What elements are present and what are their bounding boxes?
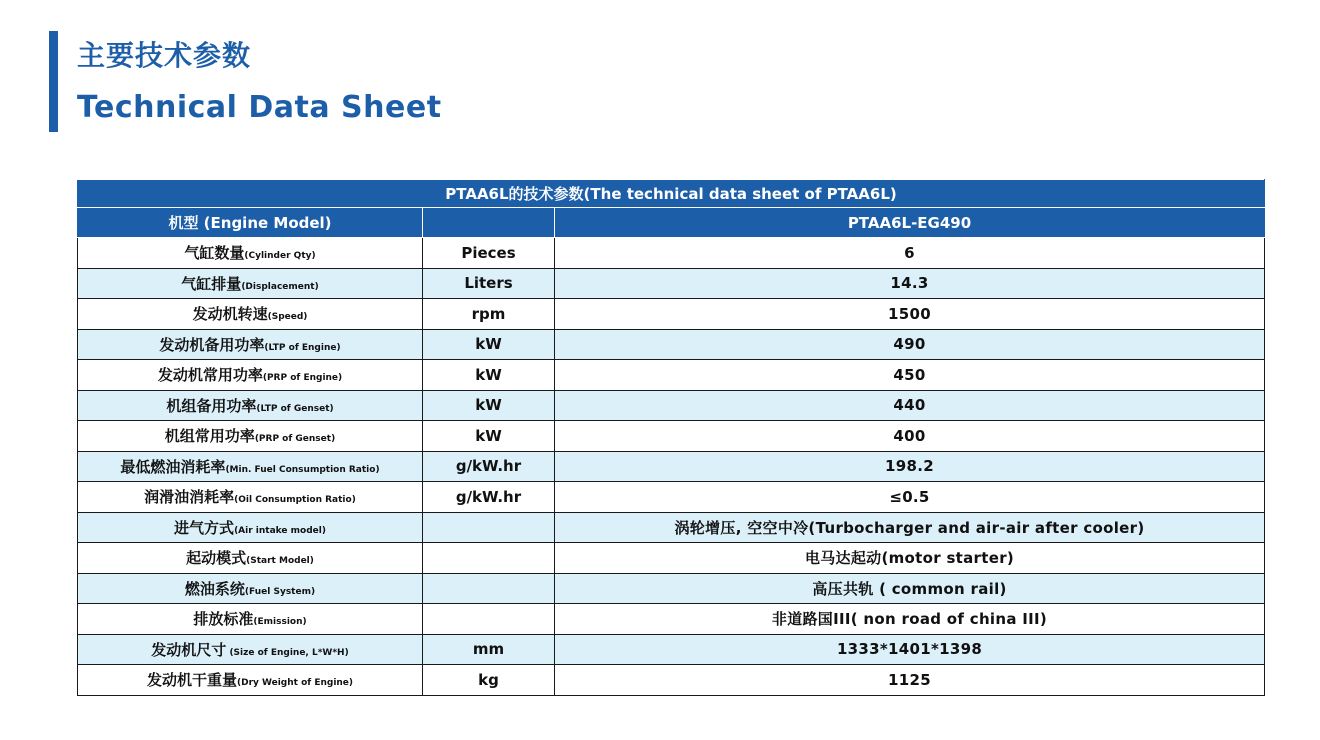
row-label [78,238,423,269]
row-label-english: (PRP of Genset) [254,434,336,445]
row-label [78,268,423,299]
title-accent-bar [49,31,58,132]
table-row [78,634,1265,665]
row-unit: kg [423,665,555,696]
row-unit: kW [423,421,555,452]
row-label [78,634,423,665]
table-caption-row [78,180,1265,208]
row-label-english: (Oil Consumption Ratio) [234,495,356,506]
row-label-english: (Dry Weight of Engine) [236,678,354,689]
row-value: 1125 [555,665,1265,696]
row-value: 440 [555,390,1265,421]
row-value: 涡轮增压, 空空中冷(Turbocharger and air-air after cooler) [555,512,1265,543]
row-label-chinese: 润滑油消耗率 [144,488,235,507]
row-value: 非道路国III( non road of china III) [555,604,1265,635]
row-label-chinese: 气缸数量 [184,244,245,263]
row-label-english: (Cylinder Qty) [244,251,316,262]
row-label-chinese: 气缸排量 [181,274,242,293]
row-label-chinese: 排放标准 [193,610,254,629]
row-label [78,604,423,635]
row-label [78,360,423,391]
table-row [78,299,1265,330]
row-label-chinese: 燃油系统 [184,579,245,598]
row-unit: rpm [423,299,555,330]
row-label [78,451,423,482]
table-row [78,268,1265,299]
table-row [78,665,1265,696]
row-unit: Liters [423,268,555,299]
row-value: ≤0.5 [555,482,1265,513]
table-row [78,390,1265,421]
row-label-chinese: 发动机备用功率 [159,335,265,354]
table-row [78,238,1265,269]
engine-model-row [78,208,1265,238]
row-value: 1333*1401*1398 [555,634,1265,665]
row-label-english: (Air intake model) [234,525,326,536]
row-unit: g/kW.hr [423,482,555,513]
row-label-chinese: 发动机干重量 [146,671,237,690]
row-unit: mm [423,634,555,665]
row-label-chinese: 机组常用功率 [164,427,255,446]
row-label [78,329,423,360]
row-value: 490 [555,329,1265,360]
row-unit: kW [423,329,555,360]
row-unit [423,573,555,604]
row-label-chinese: 发动机尺寸 [151,640,227,659]
row-label [78,543,423,574]
table-row [78,451,1265,482]
row-value: 电马达起动(motor starter) [555,543,1265,574]
row-unit: g/kW.hr [423,451,555,482]
row-label [78,482,423,513]
engine-model-value: PTAA6L-EG490 [555,208,1265,238]
row-unit [423,512,555,543]
row-value: 450 [555,360,1265,391]
row-unit: kW [423,360,555,391]
row-label-english: (Start Model) [246,556,314,567]
page-title-chinese: 主要技术参数 [77,39,252,72]
row-value: 400 [555,421,1265,452]
table-row [78,482,1265,513]
row-value: 198.2 [555,451,1265,482]
row-value: 14.3 [555,268,1265,299]
row-label-english: (Emission) [253,617,307,628]
row-label [78,512,423,543]
table-row [78,512,1265,543]
row-label-english: (Displacement) [241,281,319,292]
row-label-english: (Min. Fuel Consumption Ratio) [225,464,380,475]
engine-model-label: 机型 (Engine Model) [78,208,423,238]
row-label-english: (LTP of Engine) [264,342,341,353]
row-label-english: (Speed) [267,312,308,323]
row-label-chinese: 发动机转速 [192,305,268,324]
engine-model-unit-cell [423,208,555,238]
row-label-chinese: 最低燃油消耗率 [120,457,226,476]
page-title-english: Technical Data Sheet [77,90,442,125]
row-unit [423,543,555,574]
table-row [78,421,1265,452]
row-label-chinese: 发动机常用功率 [157,366,263,385]
table-row [78,329,1265,360]
row-label-english: (LTP of Genset) [256,403,334,414]
row-label-english: (Size of Engine, L*W*H) [226,647,349,658]
row-label-english: (Fuel System) [244,586,316,597]
table-row [78,573,1265,604]
row-unit: Pieces [423,238,555,269]
table-row [78,543,1265,574]
row-label-chinese: 进气方式 [174,518,235,537]
row-label [78,390,423,421]
row-label [78,573,423,604]
row-value: 1500 [555,299,1265,330]
row-label-chinese: 机组备用功率 [166,396,257,415]
table-row [78,604,1265,635]
row-unit [423,604,555,635]
table-caption: PTAA6L的技术参数(The technical data sheet of PTAA6L) [78,180,1265,208]
row-label [78,299,423,330]
row-label [78,665,423,696]
row-value: 高压共轨 ( common rail) [555,573,1265,604]
row-label-chinese: 起动模式 [186,549,247,568]
row-unit: kW [423,390,555,421]
technical-data-table [77,179,1265,696]
table-row [78,360,1265,391]
row-label-english: (PRP of Engine) [262,373,343,384]
row-value: 6 [555,238,1265,269]
row-label [78,421,423,452]
